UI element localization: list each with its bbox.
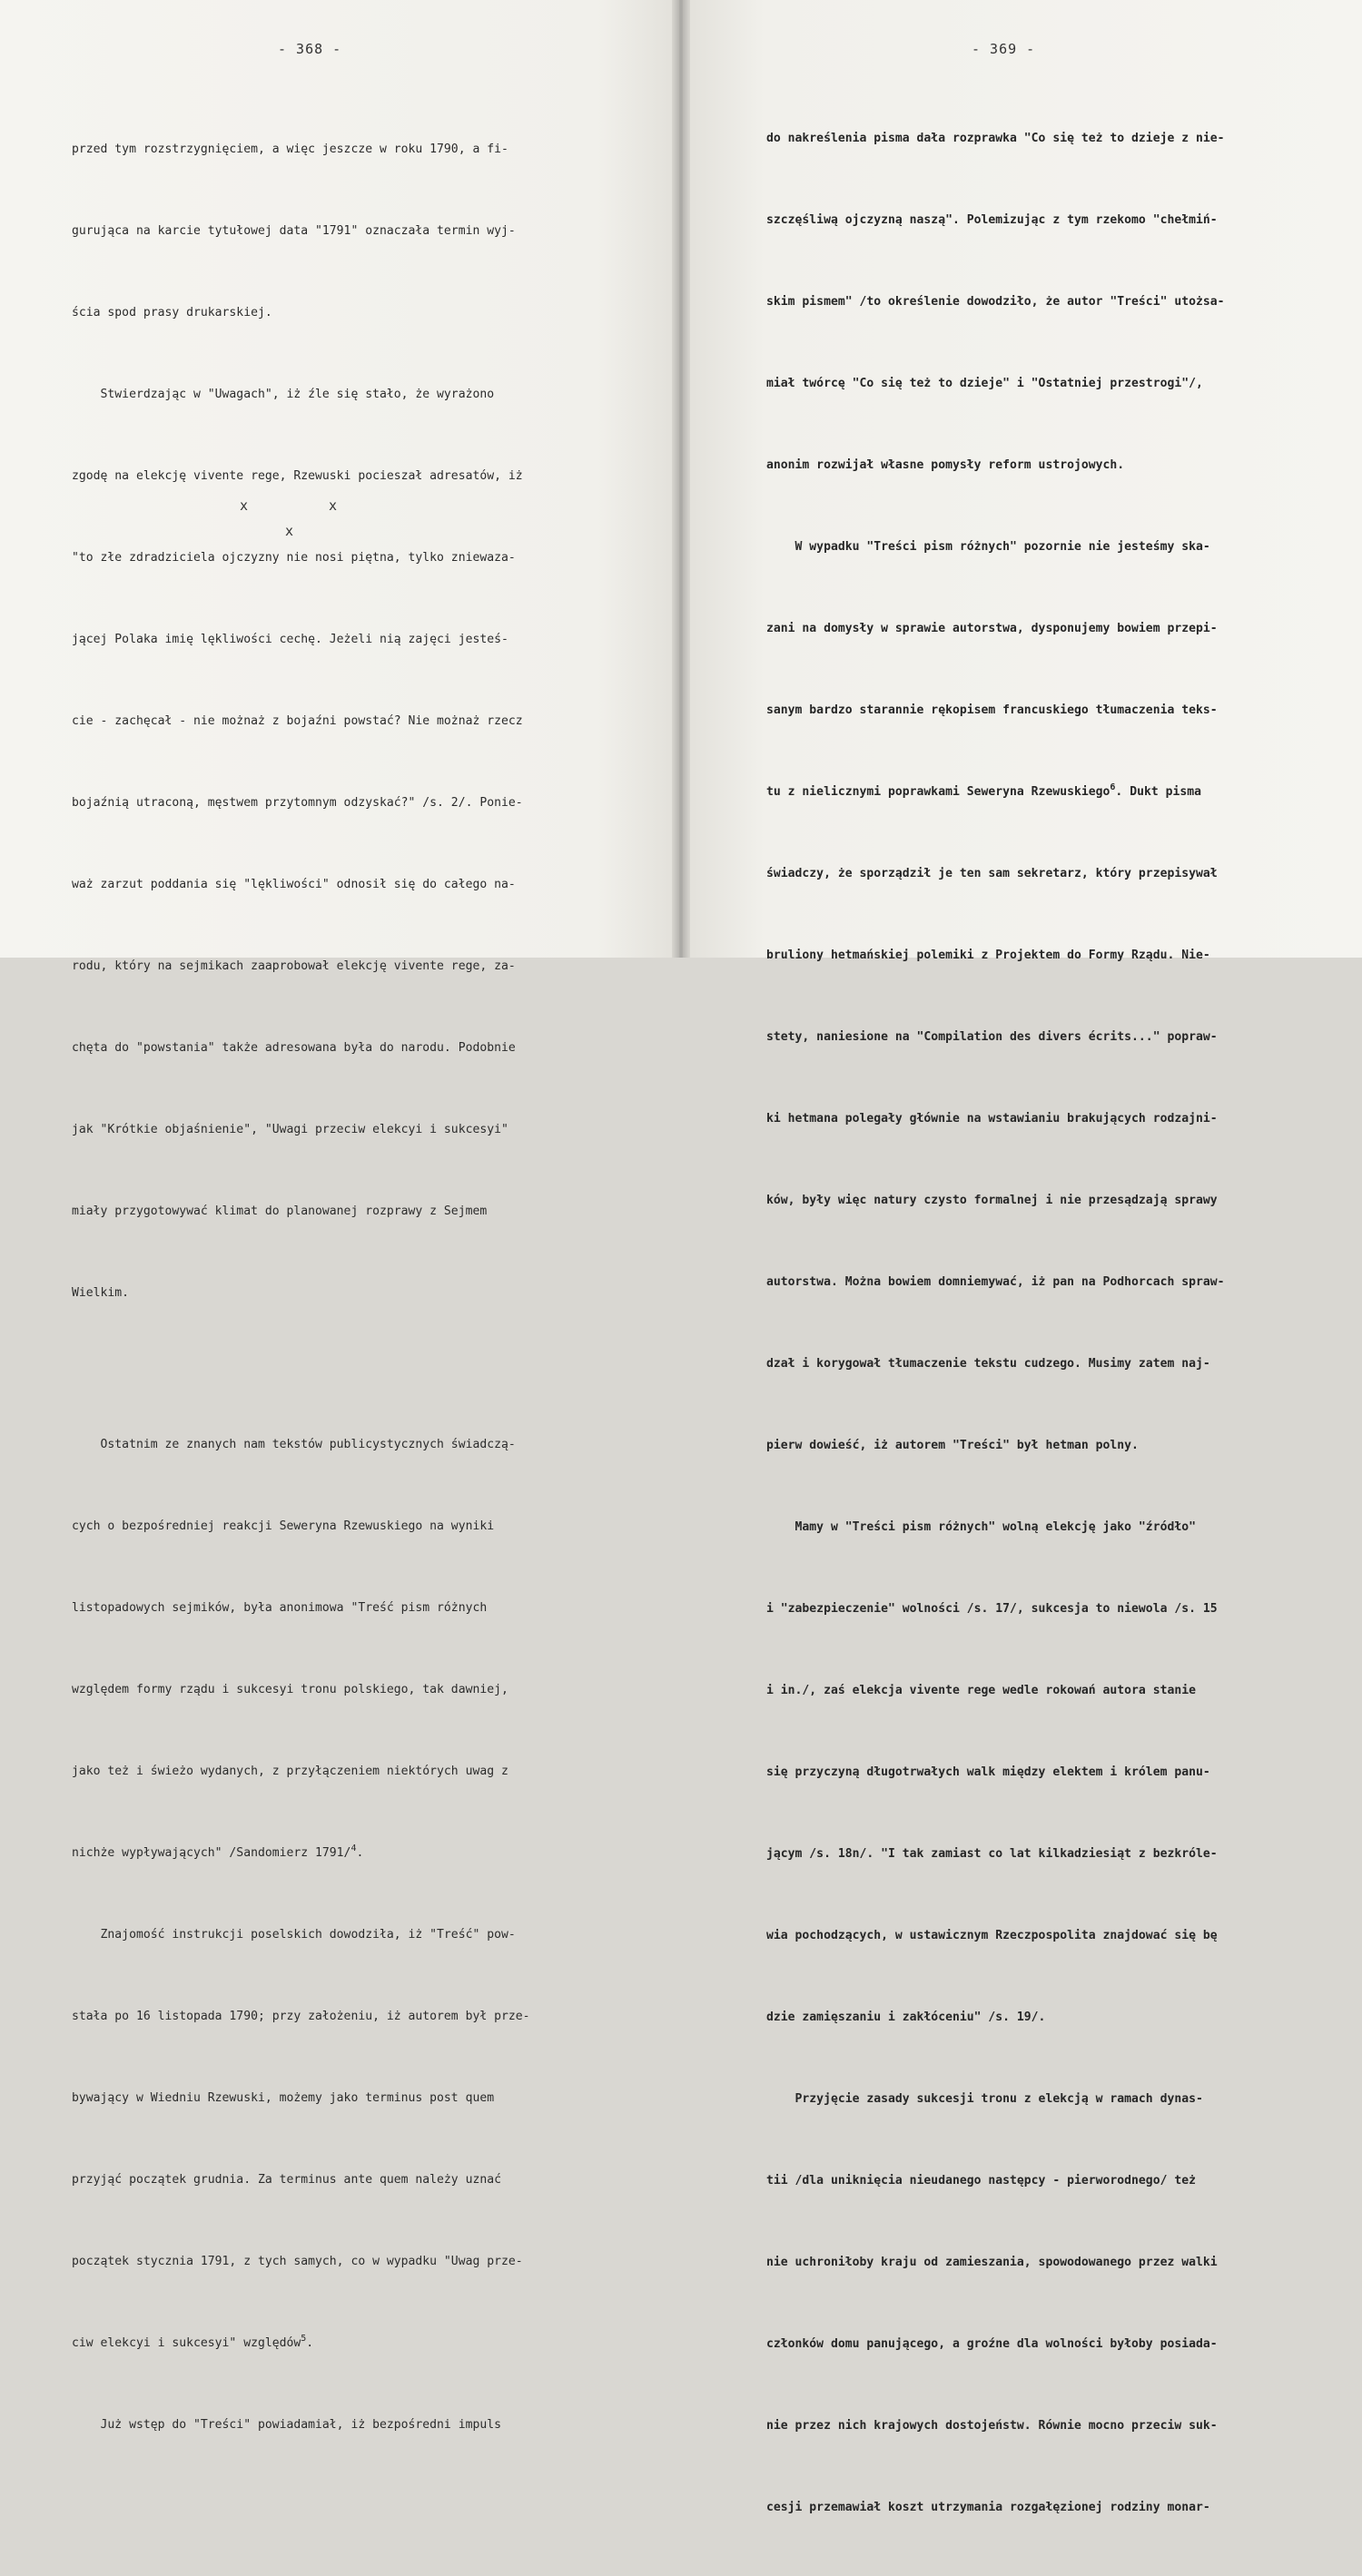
text-line: dzie zamięszaniu i zakłóceniu" /s. 19/. (766, 2011, 1046, 2024)
text-line: przyjąć początek grudnia. Za terminus ante quem należy uznać (72, 2173, 501, 2187)
text-line: dzał i korygował tłumaczenie tekstu cudzego. Musimy zatem naj- (766, 1357, 1210, 1371)
text-line: waż zarzut poddania się "lękliwości" odnosił się do całego na- (72, 878, 516, 891)
section-separator-mark: x (285, 523, 294, 539)
text-line: W wypadku "Treści pism różnych" pozornie nie jesteśmy ska- (766, 540, 1210, 554)
text-line: do nakreślenia pisma dała rozprawka "Co się też to dzieje z nie- (766, 132, 1225, 145)
text-line: pierw dowieść, iż autorem "Treści" był hetman polny. (766, 1439, 1139, 1452)
text-line: rodu, który na sejmikach zaaprobował elekcję vivente rege, za- (72, 959, 516, 973)
text-line: zani na domysły w sprawie autorstwa, dysponujemy bowiem przepi- (766, 622, 1218, 635)
footnote-marker: 6 (1110, 782, 1116, 792)
text-line (72, 2330, 530, 2357)
left-page (0, 0, 679, 2432)
text-line-content: ciw elekcyi i sukcesyi" względów (72, 2336, 301, 2350)
text-line: gurująca na karcie tytułowej data "1791" oznaczała termin wyj- (72, 224, 516, 238)
text-line: przed tym rozstrzygnięciem, a więc jeszcze w roku 1790, a fi- (72, 143, 508, 156)
page-number-left: - 368 - (278, 41, 342, 57)
text-line: jak "Krótkie objaśnienie", "Uwagi przeciw elekcyi i sukcesyi" (72, 1123, 508, 1136)
text-line: początek stycznia 1791, z tych samych, co w wypadku "Uwag prze- (72, 2255, 523, 2268)
text-line: zgodę na elekcję vivente rege, Rzewuski pocieszał adresatów, iż (72, 469, 523, 483)
text-line-tail: . Dukt pisma (1115, 785, 1202, 799)
text-line: jącej Polaka imię lękliwości cechę. Jeżeli nią zajęci jesteś- (72, 633, 508, 646)
text-line-content: nichże wypływających" /Sandomierz 1791/ (72, 1846, 351, 1860)
text-line: miały przygotowywać klimat do planowanej rozprawy z Sejmem (72, 1204, 488, 1218)
text-line: skim pismem" /to określenie dowodziło, że autor "Treści" utożsa- (766, 295, 1225, 309)
text-line: bywający w Wiedniu Rzewuski, możemy jako terminus post quem (72, 2091, 495, 2105)
text-line: ków, były więc natury czysto formalnej i nie przesądzają sprawy (766, 1194, 1218, 1207)
text-line: miał twórcę "Co się też to dzieje" i "Ostatniej przestrogi"/, (766, 377, 1203, 390)
footnote-marker: 4 (350, 1844, 357, 1853)
text-line: nie uchroniłoby kraju od zamieszania, spowodowanego przez walki (766, 2256, 1218, 2269)
text-line: ścia spod prasy drukarskiej. (72, 306, 272, 320)
text-line: cesji przemawiał koszt utrzymania rozgałęzionej rodziny monar- (766, 2501, 1210, 2514)
text-line: wia pochodzących, w ustawicznym Rzeczpospolita znajdować się bę (766, 1929, 1218, 1942)
text-line: stała po 16 listopada 1790; przy założeniu, iż autorem był prze- (72, 2010, 530, 2023)
text-line: Już wstęp do "Treści" powiadamiał, iż bezpośredni impuls (72, 2418, 501, 2432)
text-line: i in./, zaś elekcja vivente rege wedle rokowań autora stanie (766, 1684, 1196, 1697)
text-line: nie przez nich krajowych dostojeństw. Równie mocno przeciw suk- (766, 2419, 1218, 2433)
right-page-text (766, 71, 1225, 2576)
book-gutter (672, 0, 690, 958)
text-line: sanym bardzo starannie rękopisem francuskiego tłumaczenia teks- (766, 703, 1218, 717)
footnote-marker: 5 (301, 2334, 307, 2344)
text-line: autorstwa. Można bowiem domniemywać, iż pan na Podhorcach spraw- (766, 1275, 1225, 1289)
text-line: szczęśliwą ojczyzną naszą". Polemizując z tym rzekomo "chełmiń- (766, 213, 1218, 227)
text-line: cie - zachęcał - nie możnaż z bojaźni powstać? Nie możnaż rzecz (72, 714, 523, 728)
text-line: bojaźnią utraconą, męstwem przytomnym odzyskać?" /s. 2/. Ponie- (72, 796, 523, 810)
text-line: się przyczyną długotrwałych walk między elektem i królem panu- (766, 1765, 1210, 1779)
text-line: i "zabezpieczenie" wolności /s. 17/, sukcesja to niewola /s. 15 (766, 1602, 1218, 1616)
text-line: Stwierdzając w "Uwagach", iż źle się stało, że wyrażono (72, 388, 495, 401)
section-separator-mark: x (329, 497, 338, 514)
text-line (72, 1840, 530, 1867)
text-line: bruliony hetmańskiej polemiki z Projektem do Formy Rządu. Nie- (766, 949, 1210, 962)
left-page-text (72, 82, 530, 2493)
right-page (683, 0, 1362, 2514)
text-line: świadczy, że sporządził je ten sam sekretarz, który przepisywał (766, 867, 1218, 880)
text-line: tii /dla uniknięcia nieudanego następcy - pierworodnego/ też (766, 2174, 1196, 2188)
text-line: "to złe zdradziciela ojczyzny nie nosi piętna, tylko zniewaza- (72, 551, 516, 565)
text-line: jako też i świeżo wydanych, z przyłączeniem niektórych uwag z (72, 1765, 508, 1778)
page-number-right: - 369 - (972, 41, 1036, 57)
text-line-content: tu z nielicznymi poprawkami Seweryna Rzewuskiego (766, 785, 1110, 799)
text-line: listopadowych sejmików, była anonimowa "Treść pism różnych (72, 1601, 488, 1615)
text-line: ki hetmana polegały głównie na wstawianiu brakujących rodzajni- (766, 1112, 1218, 1126)
sentence-period: . (356, 1846, 364, 1860)
text-line: chęta do "powstania" także adresowana była do narodu. Podobnie (72, 1041, 516, 1055)
text-line: anonim rozwijał własne pomysły reform ustrojowych. (766, 458, 1125, 472)
text-line: Przyjęcie zasady sukcesji tronu z elekcją w ramach dynas- (766, 2092, 1203, 2106)
text-line: względem formy rządu i sukcesyi tronu polskiego, tak dawniej, (72, 1683, 508, 1696)
section-separator-mark: x (240, 497, 249, 514)
text-line: cych o bezpośredniej reakcji Seweryna Rzewuskiego na wyniki (72, 1519, 495, 1533)
text-line: stety, naniesione na "Compilation des divers écrits..." popraw- (766, 1030, 1218, 1044)
text-line: Znajomość instrukcji poselskich dowodziła, iż "Treść" pow- (72, 1928, 516, 1942)
sentence-period: . (306, 2336, 314, 2350)
text-line: członków domu panującego, a groźne dla wolności byłoby posiada- (766, 2337, 1218, 2351)
text-line: Ostatnim ze znanych nam tekstów publicystycznych świadczą- (72, 1438, 516, 1451)
text-line: Mamy w "Treści pism różnych" wolną elekcję jako "źródło" (766, 1520, 1196, 1534)
text-line (766, 779, 1225, 806)
text-line: Wielkim. (72, 1286, 130, 1300)
text-line: jącym /s. 18n/. "I tak zamiast co lat kilkadziesiąt z bezkróle- (766, 1847, 1218, 1861)
